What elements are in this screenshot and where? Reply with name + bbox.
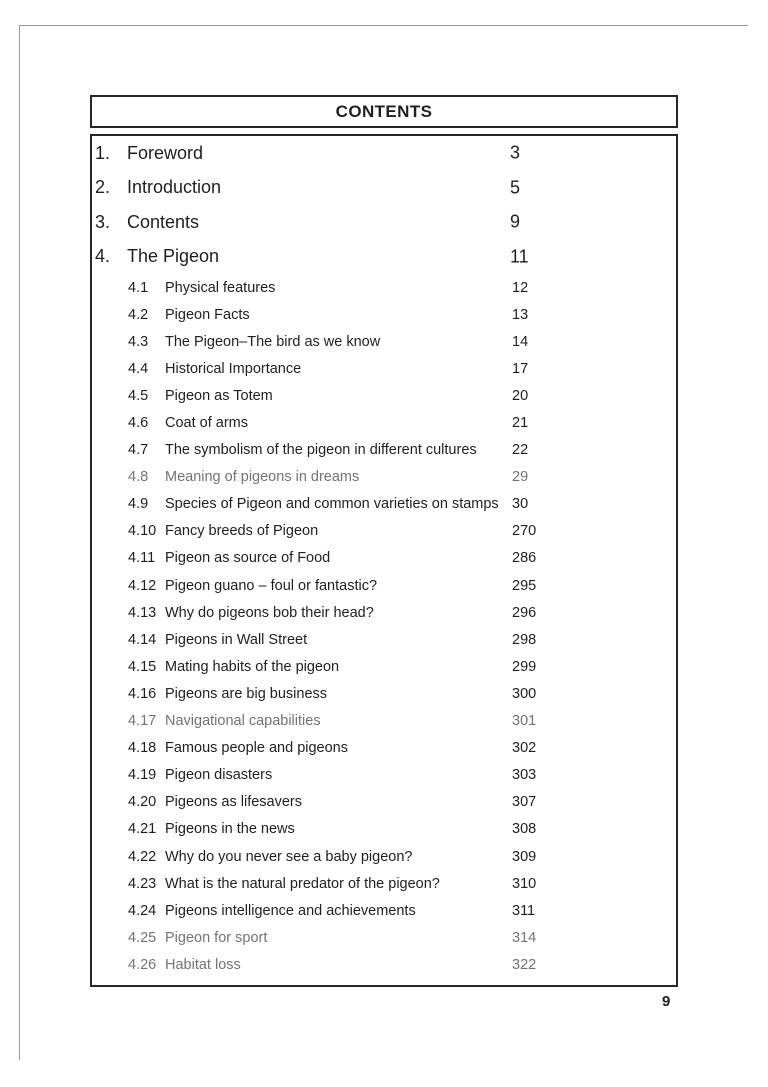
toc-entry-page: 295 — [512, 577, 537, 594]
toc-entry-label: Pigeons as lifesavers — [165, 794, 303, 811]
page-number: 9 — [662, 993, 671, 1010]
toc-entry-label: Pigeon Facts — [165, 306, 250, 323]
toc-entry-label: Meaning of pigeons in dreams — [165, 469, 360, 486]
toc-entry-number: 4.1 — [128, 279, 149, 296]
toc-entry-label: Pigeons are big business — [165, 685, 328, 702]
toc-entry — [92, 897, 676, 924]
toc-entry-page: 296 — [512, 604, 537, 621]
toc-entry-number: 4.5 — [128, 387, 149, 404]
toc-entry-number: 4.8 — [128, 469, 149, 486]
toc-entry-page: 307 — [512, 794, 537, 811]
toc-entry-number: 2. — [95, 177, 111, 198]
toc-entry-page: 310 — [512, 875, 537, 892]
toc-entry-page: 314 — [512, 929, 537, 946]
toc-entry-label: The Pigeon — [127, 246, 220, 267]
toc-entry — [92, 626, 676, 653]
toc-entry — [92, 599, 676, 626]
toc-entry-label: The symbolism of the pigeon in different cultures — [165, 442, 477, 459]
toc-entry-label: Physical features — [165, 279, 276, 296]
toc-entry — [92, 951, 676, 978]
toc-entry-page: 20 — [512, 387, 529, 404]
toc-entry-number: 4.24 — [128, 902, 157, 919]
toc-entry-number: 4.2 — [128, 306, 149, 323]
toc-entry-number: 4.10 — [128, 523, 157, 540]
toc-entry-number: 4.19 — [128, 767, 157, 784]
toc-entry-page: 302 — [512, 740, 537, 757]
toc-entry-label: Pigeon guano – foul or fantastic? — [165, 577, 378, 594]
toc-entry — [92, 136, 676, 171]
toc-entry-label: Pigeon disasters — [165, 767, 273, 784]
toc-box — [90, 134, 678, 987]
toc-entry — [92, 464, 676, 491]
toc-entry-number: 4.23 — [128, 875, 157, 892]
toc-entry-number: 1. — [95, 142, 111, 163]
toc-entry-page: 5 — [510, 177, 521, 198]
toc-entry-number: 3. — [95, 211, 111, 232]
toc-entry — [92, 653, 676, 680]
toc-entry-number: 4.17 — [128, 713, 157, 730]
toc-entry — [92, 205, 676, 240]
toc-entry — [92, 789, 676, 816]
toc-entry-label: Fancy breeds of Pigeon — [165, 523, 319, 540]
toc-list — [92, 136, 676, 978]
toc-entry — [92, 735, 676, 762]
toc-entry-page: 13 — [512, 306, 529, 323]
toc-entry-number: 4.11 — [128, 550, 156, 567]
toc-entry — [92, 518, 676, 545]
toc-entry — [92, 328, 676, 355]
toc-entry-page: 270 — [512, 523, 537, 540]
toc-entry-page: 301 — [512, 713, 537, 730]
toc-entry-page: 14 — [512, 333, 529, 350]
toc-entry — [92, 924, 676, 951]
toc-entry — [92, 409, 676, 436]
toc-entry-page: 30 — [512, 496, 529, 513]
toc-entry — [92, 301, 676, 328]
toc-entry-page: 9 — [510, 211, 521, 232]
toc-entry-number: 4.21 — [128, 821, 157, 838]
toc-entry-page: 17 — [512, 360, 529, 377]
toc-entry-page: 21 — [512, 415, 529, 432]
toc-entry — [92, 171, 676, 206]
toc-entry-label: Famous people and pigeons — [165, 740, 348, 757]
toc-entry-label: Pigeons in Wall Street — [165, 631, 308, 648]
toc-entry-number: 4.14 — [128, 631, 157, 648]
toc-entry-label: Why do you never see a baby pigeon? — [165, 848, 413, 865]
toc-entry-label: Pigeon as Totem — [165, 387, 273, 404]
toc-entry-label: Pigeon as source of Food — [165, 550, 331, 567]
toc-entry-number: 4. — [95, 246, 111, 267]
toc-entry-number: 4.4 — [128, 360, 149, 377]
toc-entry — [92, 355, 676, 382]
toc-entry-number: 4.20 — [128, 794, 157, 811]
toc-entry — [92, 816, 676, 843]
toc-entry — [92, 680, 676, 707]
toc-entry — [92, 545, 676, 572]
toc-entry-label: Habitat loss — [165, 956, 241, 973]
toc-entry-page: 311 — [512, 902, 536, 919]
toc-entry-label: Historical Importance — [165, 360, 302, 377]
toc-entry — [92, 274, 676, 301]
toc-entry-page: 322 — [512, 956, 537, 973]
toc-entry-label: Pigeons intelligence and achievements — [165, 902, 416, 919]
toc-entry-page: 309 — [512, 848, 537, 865]
toc-entry — [92, 240, 676, 275]
toc-entry-label: Coat of arms — [165, 415, 248, 432]
toc-entry-label: Mating habits of the pigeon — [165, 658, 340, 675]
toc-entry — [92, 491, 676, 518]
toc-entry-number: 4.6 — [128, 415, 149, 432]
toc-entry-label: Contents — [127, 211, 200, 232]
toc-entry-label: Foreword — [127, 142, 204, 163]
toc-entry-page: 299 — [512, 658, 537, 675]
toc-entry-page: 3 — [510, 142, 521, 163]
toc-entry-page: 22 — [512, 442, 529, 459]
toc-entry-label: Pigeons in the news — [165, 821, 295, 838]
toc-entry-label: Why do pigeons bob their head? — [165, 604, 374, 621]
toc-entry-number: 4.16 — [128, 685, 157, 702]
toc-entry-number: 4.18 — [128, 740, 157, 757]
toc-entry-number: 4.15 — [128, 658, 157, 675]
toc-entry-label: Pigeon for sport — [165, 929, 268, 946]
toc-entry-number: 4.22 — [128, 848, 157, 865]
toc-entry — [92, 870, 676, 897]
toc-entry-number: 4.26 — [128, 956, 157, 973]
toc-entry-number: 4.7 — [128, 442, 149, 459]
toc-entry-number: 4.12 — [128, 577, 157, 594]
toc-entry-label: Introduction — [127, 177, 222, 198]
toc-entry-number: 4.9 — [128, 496, 149, 513]
toc-entry-page: 29 — [512, 469, 529, 486]
toc-entry — [92, 708, 676, 735]
toc-entry-page: 286 — [512, 550, 537, 567]
contents-title: CONTENTS — [335, 101, 433, 121]
toc-entry-number: 4.25 — [128, 929, 157, 946]
toc-entry — [92, 437, 676, 464]
contents-header — [90, 95, 678, 128]
toc-entry-label: Navigational capabilities — [165, 713, 321, 730]
toc-entry-page: 12 — [512, 279, 529, 296]
toc-entry-page: 303 — [512, 767, 537, 784]
toc-entry-label: The Pigeon–The bird as we know — [165, 333, 381, 350]
toc-entry-label: What is the natural predator of the pigeon? — [165, 875, 440, 892]
toc-entry-page: 298 — [512, 631, 537, 648]
toc-entry-number: 4.3 — [128, 333, 149, 350]
toc-entry — [92, 762, 676, 789]
toc-entry — [92, 382, 676, 409]
toc-entry-number: 4.13 — [128, 604, 157, 621]
toc-entry-page: 300 — [512, 685, 537, 702]
toc-entry-page: 11 — [510, 246, 529, 267]
toc-entry-label: Species of Pigeon and common varieties on stamps — [165, 496, 499, 513]
toc-entry-page: 308 — [512, 821, 537, 838]
toc-entry — [92, 572, 676, 599]
toc-entry — [92, 843, 676, 870]
